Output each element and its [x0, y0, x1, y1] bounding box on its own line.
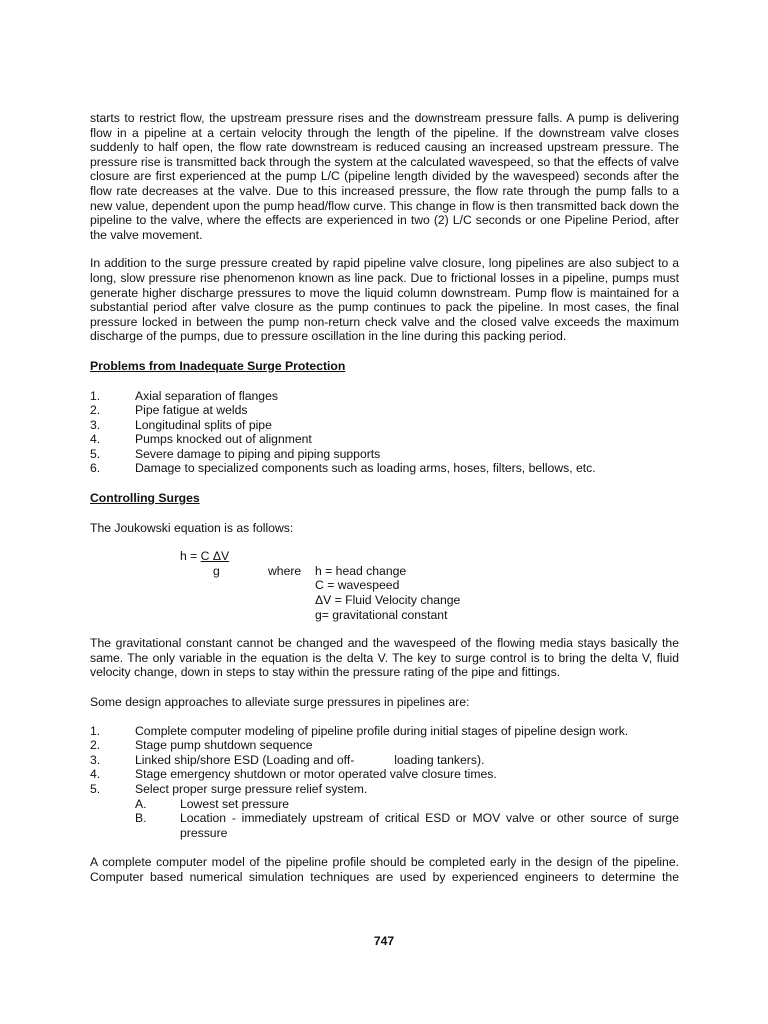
equation-h: h = — [180, 549, 201, 564]
list-number: 3. — [90, 417, 101, 432]
joukowski-equation — [90, 549, 679, 622]
sub-list-item — [135, 811, 679, 840]
definition-velocity-change: ΔV = Fluid Velocity change — [315, 593, 461, 608]
list-item — [90, 782, 679, 840]
list-text: loading tankers). — [394, 752, 485, 767]
list-number: 3. — [90, 752, 101, 767]
sub-list-letter: A. — [135, 796, 147, 811]
list-item — [90, 738, 679, 753]
page-body — [90, 111, 679, 885]
sub-list-text: Location - immediately upstream of critical ESD or MOV valve or other source of surge pressure — [180, 811, 679, 840]
definition-wavespeed: C = wavespeed — [315, 578, 400, 593]
heading-controlling-surges: Controlling Surges — [90, 491, 200, 506]
equation-definitions — [315, 564, 460, 622]
list-item — [90, 403, 679, 418]
list-text: Stage pump shutdown sequence — [135, 738, 313, 753]
list-text: Axial separation of flanges — [135, 388, 278, 403]
list-item — [90, 753, 679, 768]
list-text: Severe damage to piping and piping supports — [135, 446, 381, 461]
list-number: 5. — [90, 782, 101, 796]
list-number: 4. — [90, 432, 101, 447]
list-text: Stage emergency shutdown or motor operated valve closure times. — [135, 767, 497, 782]
sub-list-letter: B. — [135, 811, 147, 826]
equation-where: where — [268, 563, 302, 578]
list-number: 1. — [90, 723, 101, 738]
paragraph-delta-v: The gravitational constant cannot be changed and the wavespeed of the flowing media stays basically the same. The only variable in the equation is the delta V. The key to surge control is to bring the delta V, fluid velocity change, down in steps to stay within the pressure rating of the pipe and fittings. — [90, 636, 679, 680]
problems-list — [90, 389, 679, 477]
paragraph-line-pack: In addition to the surge pressure created by rapid pipeline valve closure, long pipelines are also subject to a long, slow pressure rise phenomenon known as line pack. Due to frictional losses in a pipeline, pumps must generate higher discharge pressures to move the liquid column downstream. Pump flow is maintained for a substantial period after valve closure as the pump continues to pack the pipeline. In most cases, the final pressure locked in between the pump non-return check valve and the closed valve exceeds the maximum discharge of the pumps, due to pressure oscillation in the line during this packing period. — [90, 256, 679, 344]
list-number: 6. — [90, 461, 101, 476]
list-item — [90, 447, 679, 462]
definition-head-change: h = head change — [315, 563, 407, 578]
list-item — [90, 767, 679, 782]
list-text: Linked ship/shore ESD (Loading and off- — [135, 752, 355, 767]
relief-system-sublist — [135, 797, 679, 841]
list-item — [90, 432, 679, 447]
list-item — [90, 418, 679, 433]
joukowski-intro: The Joukowski equation is as follows: — [90, 520, 294, 535]
paragraph-computer-model: A complete computer model of the pipeline profile should be completed early in the design of the pipeline. Computer based numerical simulation techniques are used by experienced engineers to determine the — [90, 855, 679, 884]
page-number: 747 — [373, 934, 395, 948]
list-text: Pumps knocked out of alignment — [135, 432, 312, 447]
sub-list-text: Lowest set pressure — [180, 796, 290, 811]
definition-gravitational-constant: g= gravitational constant — [315, 607, 448, 622]
list-text: Complete computer modeling of pipeline profile during initial stages of pipeline design work. — [135, 723, 629, 738]
list-number: 5. — [90, 446, 101, 461]
equation-denominator: g — [213, 563, 220, 578]
approaches-intro: Some design approaches to alleviate surge pressures in pipelines are: — [90, 695, 470, 710]
list-item — [90, 724, 679, 739]
paragraph-valve-closure: starts to restrict flow, the upstream pressure rises and the downstream pressure falls. A pump is delivering flow in a pipeline at a certain velocity through the length of the pipeline. If the downstream valve closes suddenly to half open, the flow rate downstream is reduced causing an increased upstream pressure. The pressure rise is transmitted back through the system at the calculated wavespeed, so that the effects of valve closure are first experienced at the pump L/C (pipeline length divided by the wavespeed) seconds after the flow rate decreases at the valve. Due to this increased pressure, the flow rate through the pump falls to a new value, dependent upon the pump head/flow curve. This change in flow is then transmitted back down the pipeline to the valve, where the effects are experienced in two (2) L/C seconds or one Pipeline Period, after the valve movement. — [90, 111, 679, 242]
equation-numerator: C ΔV — [200, 549, 230, 564]
list-number: 1. — [90, 388, 101, 403]
list-text: Longitudinal splits of pipe — [135, 417, 272, 432]
list-number: 4. — [90, 767, 101, 782]
list-text: Select proper surge pressure relief system. — [135, 782, 368, 796]
sub-list-item — [135, 797, 679, 812]
list-number: 2. — [90, 403, 101, 418]
list-text: Damage to specialized components such as loading arms, hoses, filters, bellows, etc. — [135, 461, 596, 476]
list-text: Pipe fatigue at welds — [135, 403, 248, 418]
list-item — [90, 389, 679, 404]
heading-problems: Problems from Inadequate Surge Protection — [90, 358, 346, 373]
list-item — [90, 461, 679, 476]
approaches-list — [90, 724, 679, 841]
equation-lhs — [180, 549, 229, 564]
list-number: 2. — [90, 738, 101, 753]
